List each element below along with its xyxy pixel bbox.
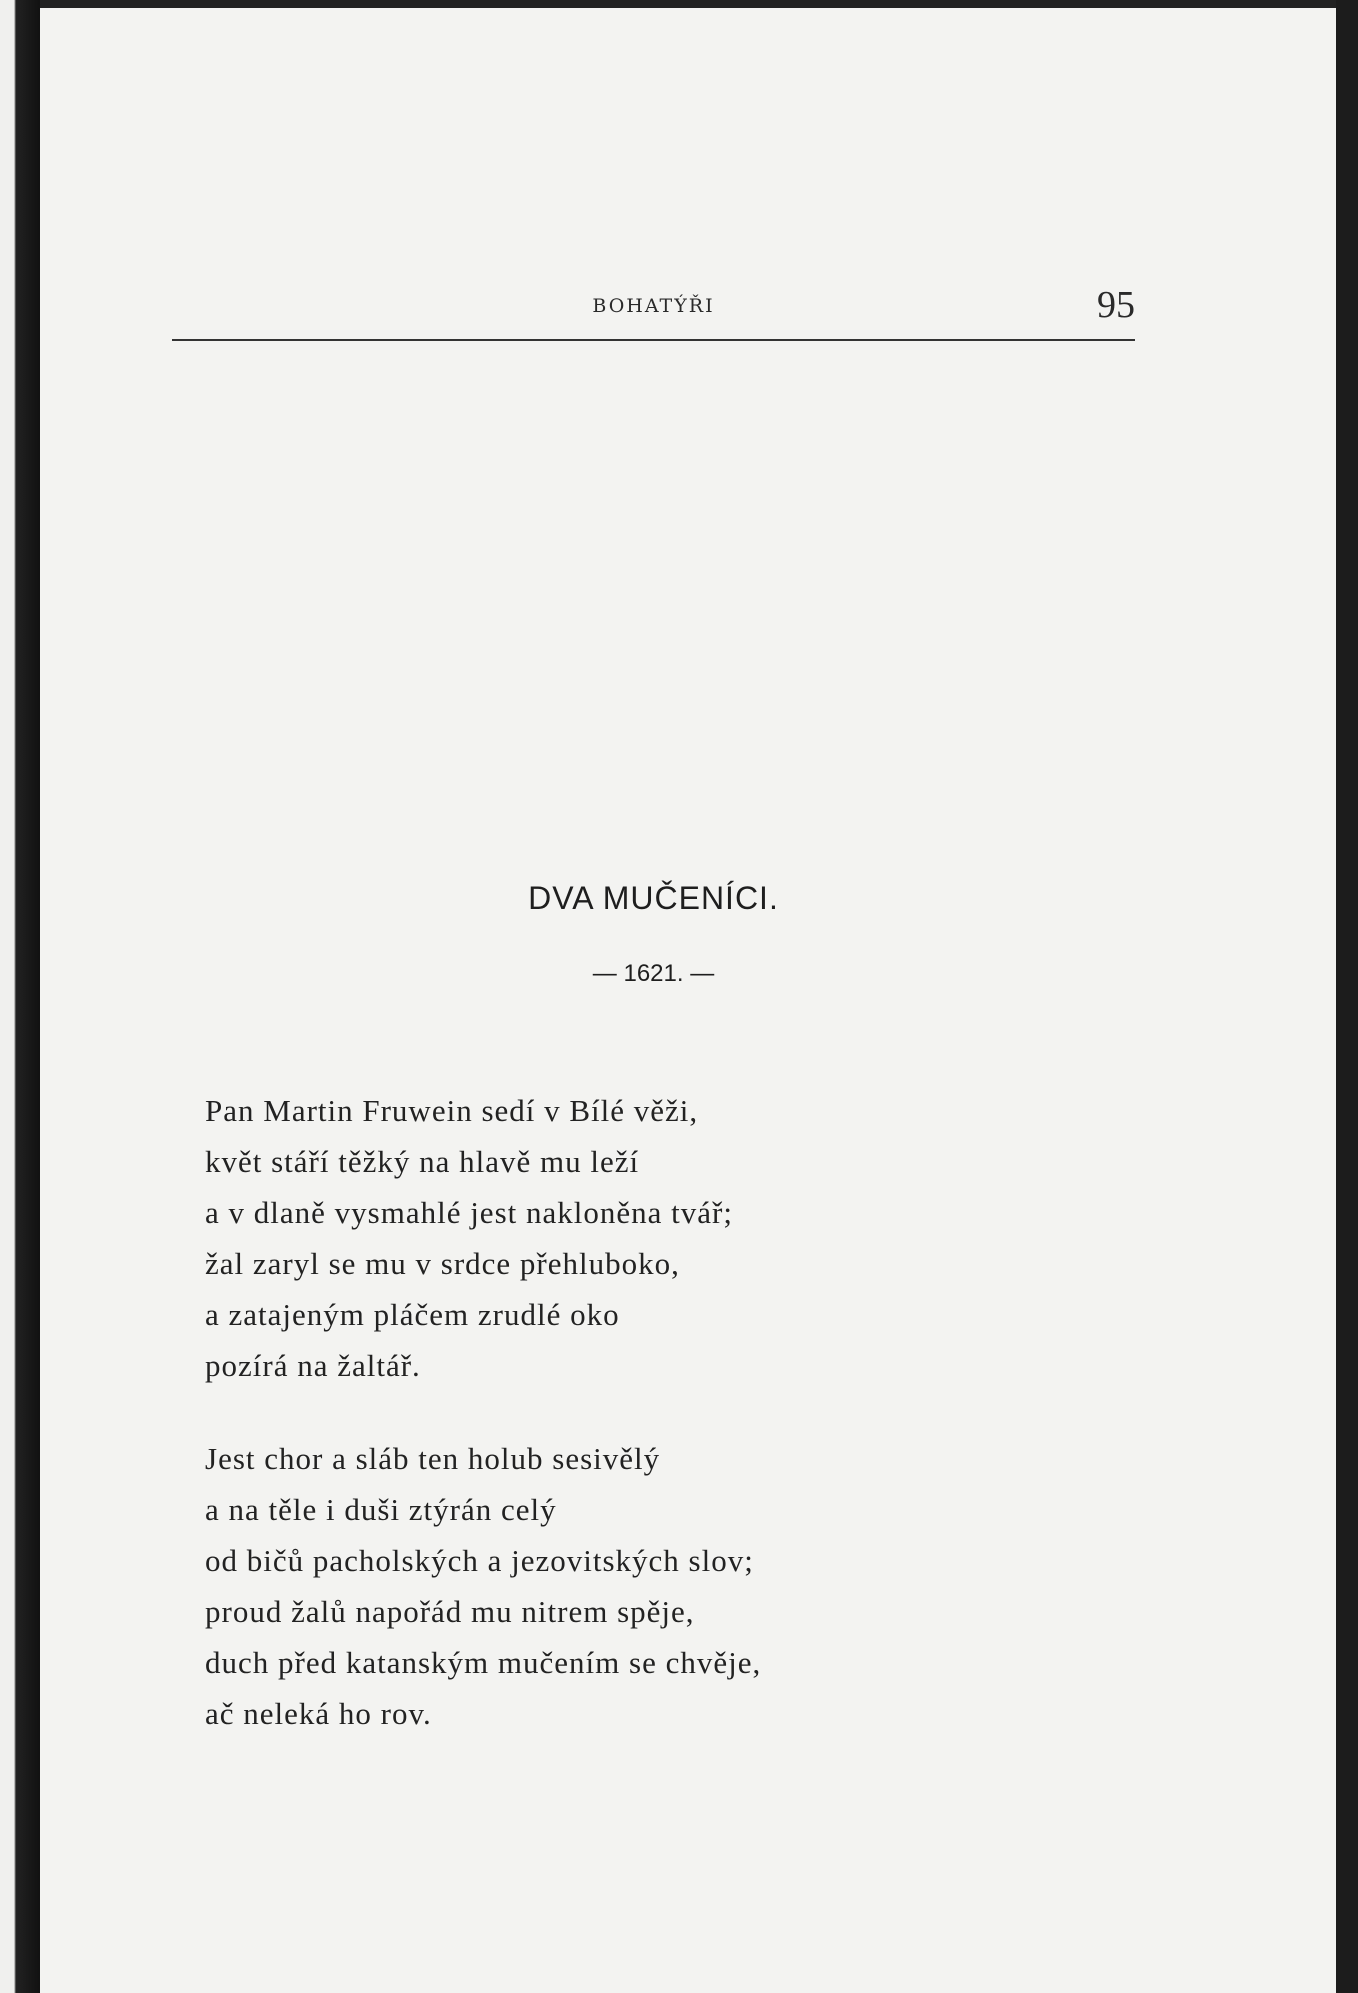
header-rule: [172, 339, 1135, 341]
verse-line: a v dlaně vysmahlé jest nakloněna tvář;: [205, 1195, 733, 1230]
verse-line: květ stáří těžký na hlavě mu leží: [205, 1144, 640, 1179]
poem-title: DVA MUČENÍCI.: [528, 880, 779, 916]
running-header: [172, 283, 1135, 333]
verse-line: Pan Martin Fruwein sedí v Bílé věži,: [205, 1093, 699, 1128]
verse-line: od bičů pacholských a jezovitských slov;: [205, 1543, 754, 1578]
poem-date: — 1621. —: [592, 960, 715, 987]
scan-border-left: [0, 0, 40, 1993]
running-title: BOHATÝŘI: [592, 295, 715, 317]
verse-line: a na těle i duši ztýrán celý: [205, 1492, 557, 1527]
scan-border-top: [0, 0, 1358, 8]
stanza-2: [205, 1433, 1065, 1739]
verse-line: žal zaryl se mu v srdce přehluboko,: [205, 1246, 680, 1281]
stanza-1: [205, 1085, 1065, 1391]
verse-line: a zatajeným pláčem zrudlé oko: [205, 1297, 620, 1332]
scan-border-right: [1336, 0, 1358, 1993]
verse-line: ač neleká ho rov.: [205, 1696, 432, 1731]
verse-line: proud žalů napořád mu nitrem spěje,: [205, 1594, 695, 1629]
page-number: 95: [1097, 284, 1135, 326]
verse-line: pozírá na žaltář.: [205, 1348, 421, 1383]
verse-line: duch před katanským mučením se chvěje,: [205, 1645, 762, 1680]
verse-line: Jest chor a sláb ten holub sesivělý: [205, 1441, 661, 1476]
